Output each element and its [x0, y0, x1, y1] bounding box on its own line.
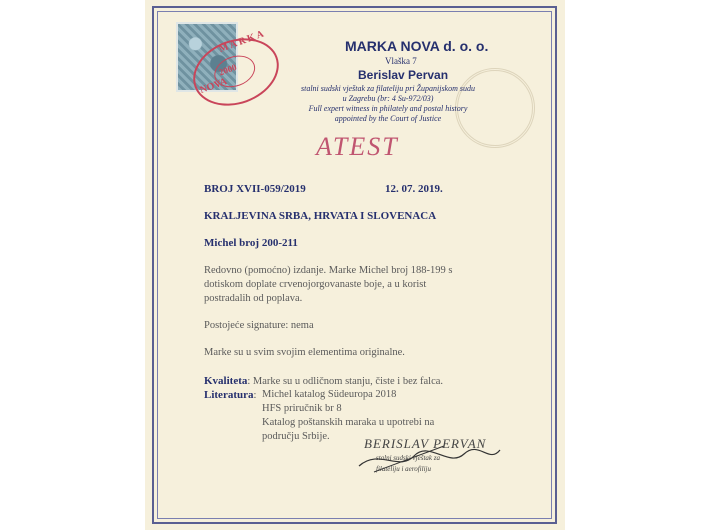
seal-text-top: MARKA — [217, 27, 268, 56]
signature-stamp — [354, 438, 504, 478]
literature-item-4: području Srbije. — [262, 431, 330, 442]
michel-numbers: Michel broj 200-211 — [204, 237, 298, 249]
expert-title-line-2: u Zagrebu (br: 4 Su-972/03) — [342, 94, 434, 103]
signature-line-2: filateliju i aerofiliju — [376, 465, 431, 473]
description-line-1: Redovno (pomoćno) izdanje. Marke Michel broj 188-199 s — [204, 265, 453, 276]
literature-item-1: Michel katalog Südeuropa 2018 — [262, 389, 397, 400]
signature-line-1: stalni sudski vještak za — [376, 454, 440, 462]
description-line-2: dotiskom doplate crvenojorgovanaste boje, a u korist — [204, 279, 427, 290]
description-line-3: postradalih od poplava. — [204, 293, 303, 304]
quality-label: Kvaliteta — [204, 375, 248, 387]
seal-text-bottom: NOVA — [198, 76, 229, 97]
document-title: ATEST — [316, 132, 399, 161]
seal-year: 2000 — [217, 61, 238, 78]
quality-value: : Marke su u odličnom stanju, čiste i bez falca. — [247, 376, 444, 387]
literature-label: Literatura — [204, 389, 254, 401]
literature-item-2: HFS priručnik br 8 — [262, 403, 342, 414]
document-number: BROJ XVII-059/2019 — [204, 183, 306, 195]
quality-row — [204, 375, 443, 387]
originality-line: Marke su u svim svojim elementima originalne. — [204, 347, 405, 358]
signatures-line: Postojeće signature: nema — [204, 320, 314, 331]
company-address: Vlaška 7 — [385, 56, 417, 66]
literature-row — [204, 389, 256, 401]
expert-title-line-1: stalni sudski vještak za filateliju pri Županijskom sudu — [301, 84, 475, 93]
expert-name: Berislav Pervan — [358, 68, 449, 82]
expert-title-line-3: Full expert witness in philately and postal history — [308, 104, 468, 113]
country-heading: KRALJEVINA SRBA, HRVATA I SLOVENACA — [204, 210, 437, 222]
signature-name: BERISLAV PERVAN — [364, 436, 487, 451]
literature-item-3: Katalog poštanskih maraka u upotrebi na — [262, 417, 435, 428]
document-date: 12. 07. 2019. — [385, 183, 443, 195]
company-name: MARKA NOVA d. o. o. — [345, 38, 489, 54]
literature-colon: : — [253, 390, 257, 401]
expert-title-line-4: appointed by the Court of Justice — [334, 114, 442, 123]
